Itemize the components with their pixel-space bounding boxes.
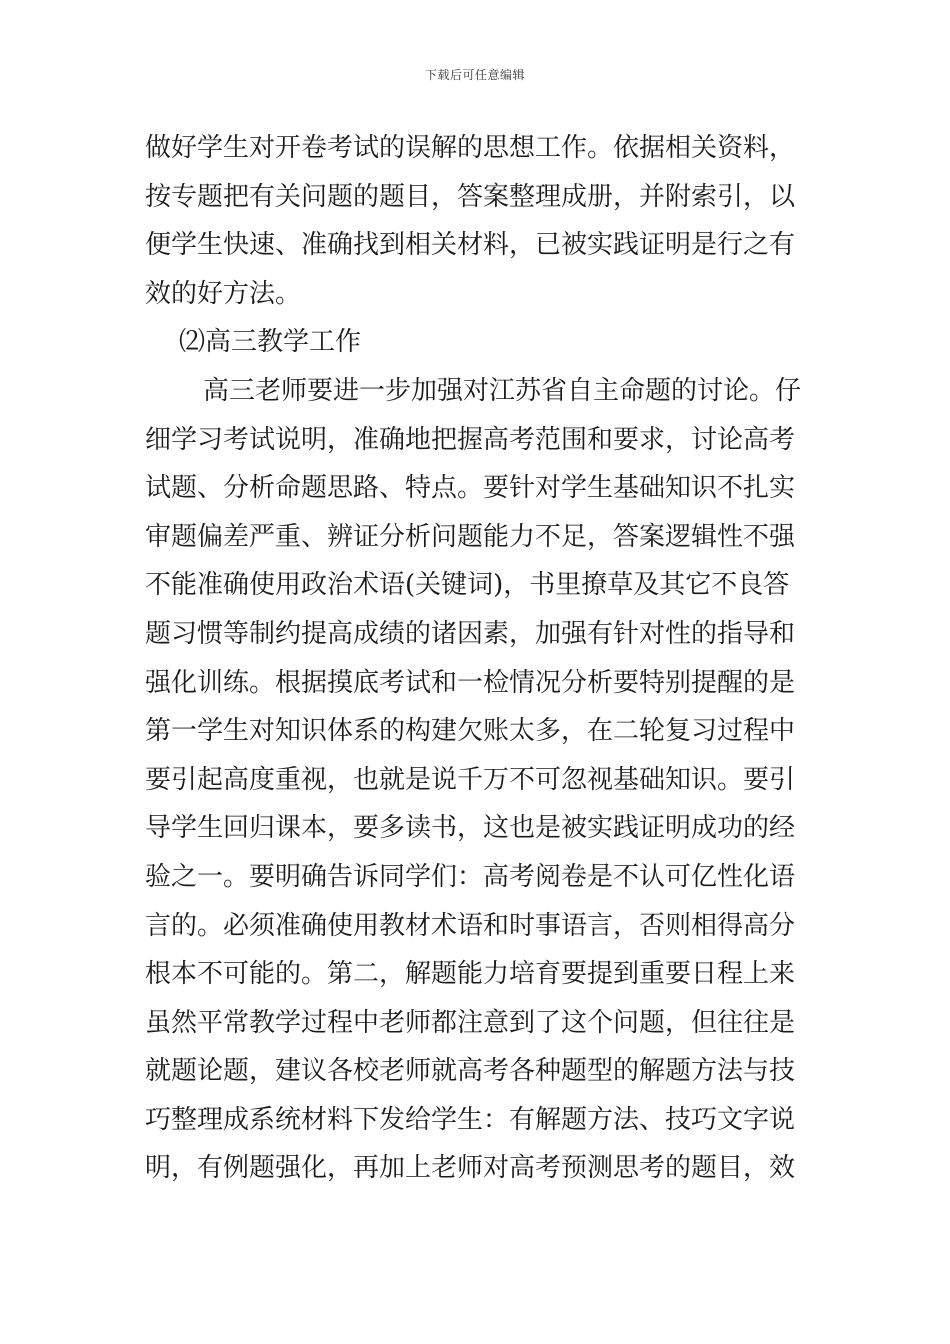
body-line: 审题偏差严重、辨证分析问题能力不足，答案逻辑性不强 xyxy=(145,521,796,552)
body-line: 言的。必须准确使用教材术语和时事语言，否则相得高分 xyxy=(145,910,796,941)
body-line: 做好学生对开卷考试的误解的思想工作。依据相关资料， xyxy=(145,133,796,163)
body-line: 效的好方法。 xyxy=(145,278,302,309)
body-line: 明，有例题强化，再加上老师对高考预测思考的题目，效 xyxy=(145,1153,796,1184)
section-heading: ⑵高三教学工作 xyxy=(179,327,362,358)
body-line: 高三老师要进一步加强对江苏省自主命题的讨论。仔 xyxy=(203,375,802,406)
body-line: 验之一。要明确告诉同学们：高考阅卷是不认可亿性化语 xyxy=(145,861,796,892)
page-header: 下载后可任意编辑 xyxy=(424,68,525,82)
body-line: 不能准确使用政治术语(关键词)，书里撩草及其它不良答 xyxy=(145,570,790,601)
body-line: 虽然平常教学过程中老师都注意到了这个问题，但往往是 xyxy=(145,1007,796,1038)
document-body xyxy=(145,124,810,1193)
body-line: 细学习考试说明，准确地把握高考范围和要求，讨论高考 xyxy=(145,424,796,455)
body-line: 就题论题，建议各校老师就高考各种题型的解题方法与技 xyxy=(145,1056,796,1087)
body-line: 根本不可能的。第二，解题能力培育要提到重要日程上来 xyxy=(145,959,796,990)
body-line: 导学生回归课本，要多读书，这也是被实践证明成功的经 xyxy=(145,813,796,844)
body-line: 第一学生对知识体系的构建欠账太多，在二轮复习过程中 xyxy=(145,716,796,747)
body-line: 试题、分析命题思路、特点。要针对学生基础知识不扎实 xyxy=(145,473,796,504)
body-line: 巧整理成系统材料下发给学生：有解题方法、技巧文字说 xyxy=(145,1104,796,1135)
body-line: 便学生快速、准确找到相关材料，已被实践证明是行之有 xyxy=(145,230,796,261)
body-line: 强化训练。根据摸底考试和一检情况分析要特别提醒的是 xyxy=(145,667,796,698)
body-line: 题习惯等制约提高成绩的诸因素，加强有针对性的指导和 xyxy=(145,618,796,649)
body-line: 要引起高度重视，也就是说千万不可忽视基础知识。要引 xyxy=(145,764,796,795)
body-line: 按专题把有关问题的题目，答案整理成册，并附索引，以 xyxy=(145,181,796,212)
